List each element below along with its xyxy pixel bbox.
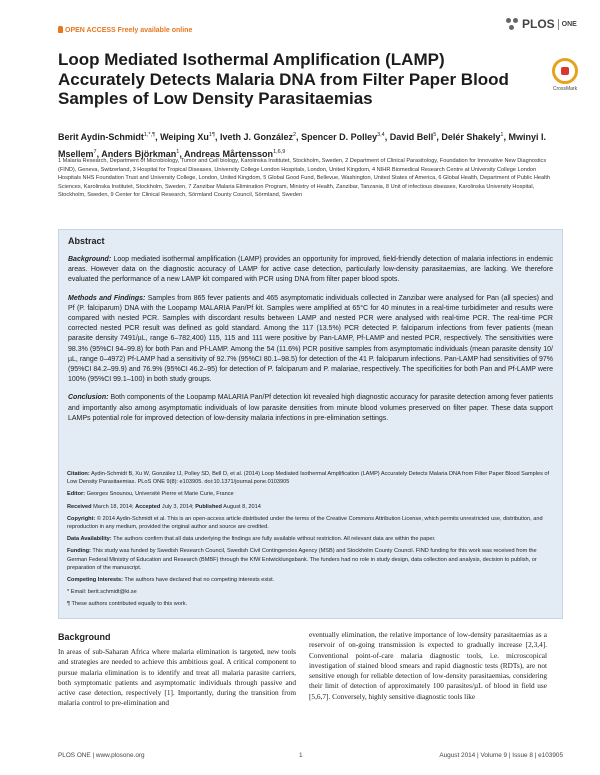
crossmark-badge[interactable] xyxy=(550,58,580,92)
footer-page-number: 1 xyxy=(299,752,303,759)
article-title: Loop Mediated Isothermal Amplification (LAMP) Accurately Detects Malaria DNA from Filter Paper Blood Samples of Low Density Parasitaemias xyxy=(58,50,509,108)
published-label: Published xyxy=(195,503,222,510)
competing-label: Competing Interests: xyxy=(67,577,123,584)
copyright-text: © 2014 Aydin-Schmidt et al. This is an open-access article distributed under the terms of the Creative Commons Attribution License, which permits unrestricted use, distribution, and reproduction in any medium, provided the original author and source are credited. xyxy=(67,515,543,531)
methods-label: Methods and Findings: xyxy=(68,294,146,302)
author-affiliation-marker: 1 xyxy=(500,132,504,138)
author-affiliation-marker: 1,6,9 xyxy=(273,149,286,155)
article-metadata xyxy=(67,470,557,613)
background-label: Background: xyxy=(68,256,112,263)
received-label: Received xyxy=(67,503,92,510)
accepted-date: July 3, 2014; xyxy=(161,503,194,510)
conclusion-text: Both components of the Loopamp MALARIA Pan/Pf detection kit revealed high diagnostic accuracy for parasite detection among fever patients and importantly also among asymptomatic individuals of low parasite densities from minute blood volumes preserved on filter paper. These data support LAMPs potential role for improved detection of low-density malaria infections in pre-elimination settings. xyxy=(68,394,553,422)
logo-divider xyxy=(558,19,559,30)
funding-label: Funding: xyxy=(67,548,91,555)
funding xyxy=(67,547,557,572)
logo-suffix: ONE xyxy=(561,20,577,28)
crossmark-icon xyxy=(552,58,578,84)
received-date: March 18, 2014; xyxy=(93,503,134,510)
author-affiliation-marker: 5 xyxy=(433,132,437,138)
author-name: Berit Aydin-Schmidt xyxy=(58,132,144,142)
author-name: Spencer D. Polley xyxy=(301,132,378,142)
plos-logo[interactable] xyxy=(506,17,577,31)
accepted-label: Accepted xyxy=(135,503,161,510)
citation xyxy=(67,470,557,486)
data-text: The authors confirm that all data underlying the findings are fully available without restriction. All relevant data are within the paper. xyxy=(113,536,436,543)
author-name: Weiping Xu xyxy=(160,132,209,142)
abstract-background xyxy=(68,255,553,286)
competing-text: The authors have declared that no competing interests exist. xyxy=(124,577,275,584)
footer-journal[interactable]: PLOS ONE | www.plosone.org xyxy=(58,752,145,759)
author-name: Anders Björkman xyxy=(101,149,177,159)
methods-text: Samples from 865 fever patients and 465 asymptomatic individuals collected in Zanzibar were analysed for Pan (all species) and Pf (P. falciparum) DNA with the Loopamp MALARIA Pan/Pf kit. Samples were amplified at 65°C for 40 minutes in a real-time turbidimeter and results were compared with nested PCR. Samples with discordant results between LAMP and nested PCR were analysed with real-time PCR. The real-time PCR corrected nested PCR result was defined as gold standard. Among the 117 (13.5%) PCR detected P. falciparum infections from fever patients (mean parasite density 7491/µL, range 6–782,400) 115, 115 and 111 were positive by Pan-LAMP, Pf-LAMP and nested PCR, respectively. The sensitivities were 98.3% (95%CI 94–99.8) for both Pan and Pf-LAMP. Among the 54 (11.6%) PCR positive samples from asymptomatic individuals (mean parasite density 10/µL, range 0–4972) Pf-LAMP had a sensitivity of 92.7% (95%CI 80.1–98.5) for detection of the 41 P. falciparum infections. Pan-LAMP had sensitivities of 97% (95%CI 84.2–99.9) and 76.9% (95%CI 46.2–95) for detection of P. falciparum and P. malariae, respectively. The specificities for both Pan and Pf-LAMP were 100% (95%CI 99.1–100) in both study groups. xyxy=(68,294,553,384)
data-label: Data Availability: xyxy=(67,536,112,543)
editor-text: Georges Snounou, Université Pierre et Marie Curie, France xyxy=(86,491,234,498)
crossmark-label: CrossMark xyxy=(552,86,578,92)
author-affiliation-marker: 1 xyxy=(176,149,180,155)
editor xyxy=(67,490,557,498)
author-affiliation-marker: 2 xyxy=(292,132,297,138)
abstract-conclusion xyxy=(68,393,553,424)
open-access-text: OPEN ACCESS Freely available online xyxy=(65,27,193,34)
open-lock-icon xyxy=(58,26,63,33)
citation-text: Aydin-Schmidt B, Xu W, González IJ, Polley SD, Bell D, et al. (2014) Loop Mediated Isothermal Amplification (LAMP) Accurately Detects Malaria DNA from Filter Paper Blood Samples of Low Density Parasitaemias. PLoS ONE 9(8): e103905. doi:10.1371/journal.pone.0103905 xyxy=(67,471,550,486)
author-affiliation-marker: 1¶ xyxy=(208,132,215,138)
author-name: Andreas Mårtensson xyxy=(184,149,274,159)
body-column-left: In areas of sub-Saharan Africa where malaria elimination is targeted, new tools and strategies are needed to achieve this ambitious goal. A critical component to pursue malaria elimination is to identify and treat all malaria parasite carriers, both symptomatic patients and asymptomatic individuals through passive and active case detection, respectively [1]. Importantly, during the transition from malaria control to pre-elimination and xyxy=(58,647,296,708)
copyright xyxy=(67,515,557,531)
author-name: David Bell xyxy=(389,132,434,142)
editor-label: Editor: xyxy=(67,491,86,498)
open-access-banner xyxy=(58,26,192,34)
author-name: Delér Shakely xyxy=(441,132,501,142)
section-heading-background: Background xyxy=(58,632,111,642)
abstract-heading: Abstract xyxy=(68,236,105,246)
author-affiliation-marker: 3,4 xyxy=(377,132,385,138)
dates xyxy=(67,503,557,511)
conclusion-label: Conclusion: xyxy=(68,394,109,402)
author-name: Mwinyi I. Msellem xyxy=(58,132,546,159)
equal-contribution-note: ¶ These authors contributed equally to this work. xyxy=(67,601,188,608)
author-affiliation-marker: 7 xyxy=(93,149,97,155)
funding-text: This study was funded by Swedish Research Council, Swedish Civil Contingencies Agency (MSB) and Stockholm County Council. FIND funding for this work was received from the German Federal Ministry of Education and Research (BMBF) through the KfW Entwicklungsbank. The funders had no role in study design, data collection and analysis, decision to publish, or preparation of the manuscript. xyxy=(67,548,537,571)
citation-label: Citation: xyxy=(67,471,90,477)
body-column-right: eventually elimination, the relative importance of low-density parasitaemias as a reservoir of on-going transmission is expected to gradually increase [2,3,4]. Conventional point-of-care malaria diagnostic tools, i.e. microscopical investigation of stained blood smears and rapid diagnostic tests (RDTs), are not sensitive enough for reliable detection of low-density parasitaemias, considering their limit of detection of approximately 100 parasites/µL of blood in field use [5,6,7]. Conversely, highly sensitive diagnostic tools like xyxy=(309,630,547,701)
corresponding-email[interactable]: * Email: berit.schmidt@ki.se xyxy=(67,589,137,596)
logo-text: PLOS xyxy=(522,17,555,31)
data-availability xyxy=(67,535,557,543)
plos-logo-icon xyxy=(506,18,519,31)
background-text: Loop mediated isothermal amplification (LAMP) provides an opportunity for improved, field-friendly detection of malaria infections in endemic areas. However data on the diagnostic accuracy of LAMP for active case detection, particularly low-density parasitaemias, are lacking. We therefore evaluated the performance of a new LAMP kit compared with PCR using DNA from filter paper blood spots. xyxy=(68,256,553,284)
author-name: Iveth J. González xyxy=(219,132,293,142)
competing-interests xyxy=(67,576,557,584)
copyright-label: Copyright: xyxy=(67,515,96,522)
published-date: August 8, 2014 xyxy=(223,503,261,510)
footer-issue: August 2014 | Volume 9 | Issue 8 | e103905 xyxy=(439,752,563,759)
affiliations: 1 Malaria Research, Department of Microbiology, Tumor and Cell biology, Karolinska Institutet, Stockholm, Sweden, 2 Department of Clinical Parasitology, Foundation for Innovative New Diagnostics (FIND), Geneva, Switzerland, 3 Hospital for Tropical Diseases, University College London Hospitals, London, United Kingdom, 4 NIHR Biomedical Research Centre at University College London Hospitals NHS Foundation Trust and University College, London, United Kingdom, 5 Global Good Fund, Bellevue, Washington, United States of America, 6 Global Health, Department of Public Health Sciences, Karolinska Institutet, Stockholm, Sweden, 7 Zanzibar Malaria Elimination Program, Ministry of Health, Zanzibar, Tanzania, 8 Unit of infectious diseases, Karolinska University Hospital, Stockholm, Sweden, 9 Center for Clinical Research, Sörmland County Council, Sörmland, Sweden xyxy=(58,158,550,199)
author-list: Berit Aydin-Schmidt$^{1,*,\P}$, Weiping $Xu^{1\P}$, Iveth J. González$^2$, Spencer D. Polley$^{3,4}$, David Bell$^5$, Delér Shakely$^1$, Mwinyi I. Msellem$^7$, Anders Björkman$^1$, Andreas Mårtensson$^{1,6,9}$ xyxy=(58,132,546,159)
abstract-methods xyxy=(68,294,553,386)
author-affiliation-marker: 1,*,¶ xyxy=(143,132,156,138)
